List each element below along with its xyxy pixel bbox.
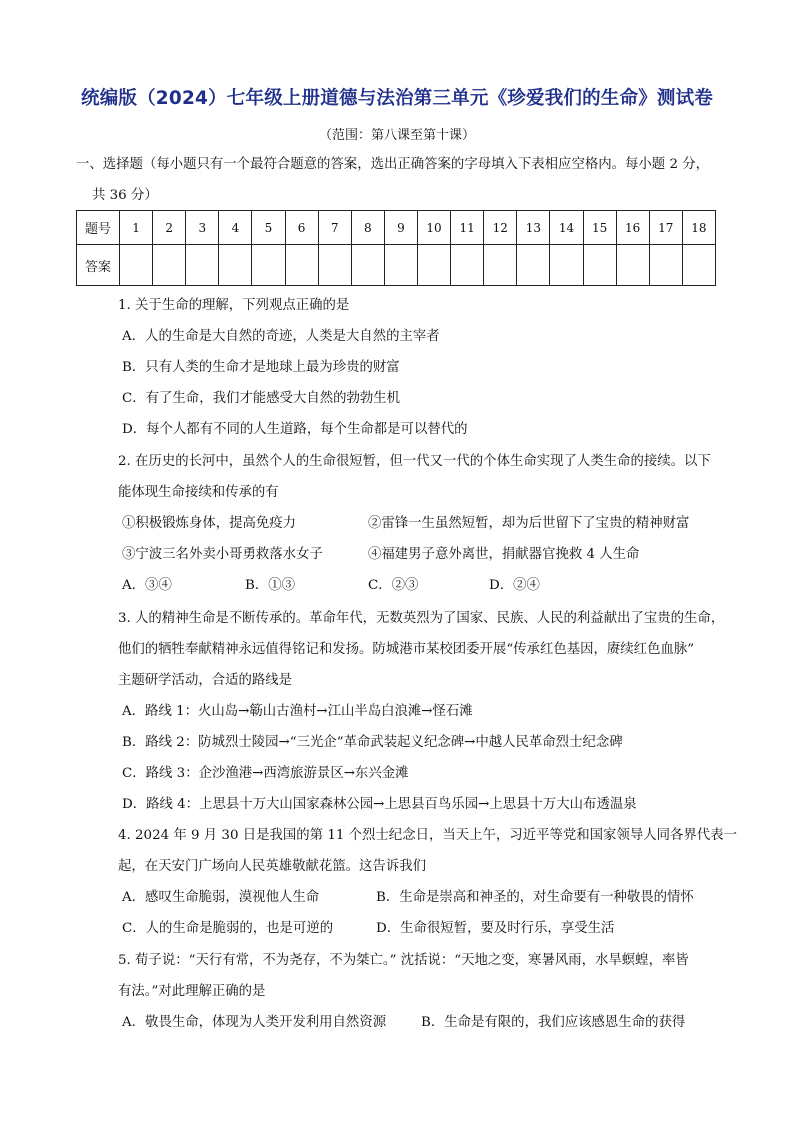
question-4-option-d: D．生命很短暂，要及时行乐，享受生活 (376, 921, 615, 936)
question-3-stem-cont2: 主题研学活动，合适的路线是 (118, 673, 293, 688)
question-2-option-a: A．③④ (122, 578, 172, 593)
answer-cell[interactable] (318, 245, 351, 286)
question-number-cell: 17 (649, 211, 682, 245)
question-2-stem: 2. 在历史的长河中，虽然个人的生命很短暂，但一代又一代的个体生命实现了人类生命的接续。以下 (118, 454, 711, 469)
answer-cell[interactable] (517, 245, 550, 286)
question-2-stem-cont: 能体现生命接续和传承的有 (118, 485, 279, 500)
question-2-statement-3: ③宁波三名外卖小哥勇救落水女子 (122, 547, 323, 562)
question-number-cell: 2 (153, 211, 186, 245)
question-3-option-b: B．路线 2：防城烈士陵园→“三光企”革命武装起义纪念碑→中越人民革命烈士纪念碑 (122, 735, 623, 750)
answer-cell[interactable] (649, 245, 682, 286)
question-2-statement-2: ②雷锋一生虽然短暂，却为后世留下了宝贵的精神财富 (368, 516, 690, 531)
question-3-option-a: A．路线 1：火山岛→簕山古渔村→江山半岛白浪滩→怪石滩 (122, 704, 473, 719)
question-4-option-c: C．人的生命是脆弱的，也是可逆的 (122, 921, 334, 936)
question-1-option-a: A．人的生命是大自然的奇迹，人类是大自然的主宰者 (122, 329, 440, 344)
question-3-stem-cont: 他们的牺牲奉献精神永远值得铭记和发扬。防城港市某校团委开展“传承红色基因，赓续红色血脉” (118, 642, 695, 657)
question-number-cell: 4 (219, 211, 252, 245)
table-header-number: 题号 (77, 211, 120, 245)
question-5-option-a: A．敬畏生命，体现为人类开发利用自然资源 (122, 1015, 387, 1030)
question-5-stem-cont: 有法。”对此理解正确的是 (118, 984, 266, 999)
question-number-cell: 12 (484, 211, 517, 245)
question-1-option-c: C．有了生命，我们才能感受大自然的勃勃生机 (122, 391, 401, 406)
question-number-cell: 11 (451, 211, 484, 245)
question-1-stem: 1. 关于生命的理解，下列观点正确的是 (118, 298, 350, 313)
question-number-cell: 16 (616, 211, 649, 245)
section-instruction-cont: 共 36 分） (92, 188, 158, 203)
question-number-cell: 7 (318, 211, 351, 245)
answer-cell[interactable] (550, 245, 583, 286)
answer-table (76, 210, 716, 286)
question-5-option-b: B．生命是有限的，我们应该感恩生命的获得 (421, 1015, 686, 1030)
question-2-option-c: C．②③ (368, 578, 419, 593)
question-4-option-a: A．感叹生命脆弱，漠视他人生命 (122, 890, 320, 905)
page-subtitle: （范围：第八课至第十课） (318, 128, 475, 143)
answer-cell[interactable] (219, 245, 252, 286)
answer-cell[interactable] (285, 245, 318, 286)
answer-cell[interactable] (252, 245, 285, 286)
question-number-cell: 9 (384, 211, 417, 245)
section-instruction: 一、选择题（每小题只有一个最符合题意的答案，选出正确答案的字母填入下表相应空格内。每小题 2 分， (76, 157, 709, 172)
answer-table-answer-row (77, 245, 716, 286)
question-number-cell: 6 (285, 211, 318, 245)
question-number-cell: 8 (351, 211, 384, 245)
answer-cell[interactable] (484, 245, 517, 286)
question-4-option-b: B．生命是崇高和神圣的，对生命要有一种敬畏的情怀 (376, 890, 694, 905)
question-number-cell: 1 (120, 211, 153, 245)
answer-cell[interactable] (682, 245, 715, 286)
answer-table-number-row (77, 211, 716, 245)
question-number-cell: 13 (517, 211, 550, 245)
answer-cell[interactable] (384, 245, 417, 286)
answer-cell[interactable] (153, 245, 186, 286)
question-5-stem: 5. 荀子说：“天行有常，不为尧存，不为桀亡。” 沈括说：“天地之变，寒暑风雨，水旱螟蝗，率皆 (118, 953, 689, 968)
question-number-cell: 14 (550, 211, 583, 245)
question-number-cell: 5 (252, 211, 285, 245)
question-4-stem-cont: 起，在天安门广场向人民英雄敬献花篮。这告诉我们 (118, 859, 426, 874)
question-2-option-d: D．②④ (489, 578, 540, 593)
question-2-option-b: B．①③ (245, 578, 296, 593)
answer-cell[interactable] (186, 245, 219, 286)
page-title: 统编版（2024）七年级上册道德与法治第三单元《珍爱我们的生命》测试卷 (81, 88, 713, 109)
question-3-option-c: C．路线 3：企沙渔港→西湾旅游景区→东兴金滩 (122, 766, 409, 781)
question-3-option-d: D．路线 4：上思县十万大山国家森林公园→上思县百鸟乐园→上思县十万大山布透温泉 (122, 797, 637, 812)
answer-cell[interactable] (417, 245, 450, 286)
question-1-option-b: B．只有人类的生命才是地球上最为珍贵的财富 (122, 360, 400, 375)
answer-cell[interactable] (451, 245, 484, 286)
question-number-cell: 18 (682, 211, 715, 245)
question-3-stem: 3. 人的精神生命是不断传承的。革命年代，无数英烈为了国家、民族、人民的利益献出了宝贵的生命， (118, 611, 725, 626)
question-2-statement-4: ④福建男子意外离世，捐献器官挽救 4 人生命 (368, 547, 640, 562)
table-header-answer: 答案 (77, 245, 120, 286)
question-1-option-d: D．每个人都有不同的人生道路，每个生命都是可以替代的 (122, 422, 468, 437)
question-number-cell: 3 (186, 211, 219, 245)
question-4-stem: 4. 2024 年 9 月 30 日是我国的第 11 个烈士纪念日，当天上午，习近平等党和国家领导人同各界代表一 (118, 828, 737, 843)
question-number-cell: 15 (583, 211, 616, 245)
answer-cell[interactable] (351, 245, 384, 286)
question-number-cell: 10 (417, 211, 450, 245)
answer-cell[interactable] (616, 245, 649, 286)
answer-cell[interactable] (120, 245, 153, 286)
question-2-statement-1: ①积极锻炼身体，提高免疫力 (122, 516, 297, 531)
answer-cell[interactable] (583, 245, 616, 286)
